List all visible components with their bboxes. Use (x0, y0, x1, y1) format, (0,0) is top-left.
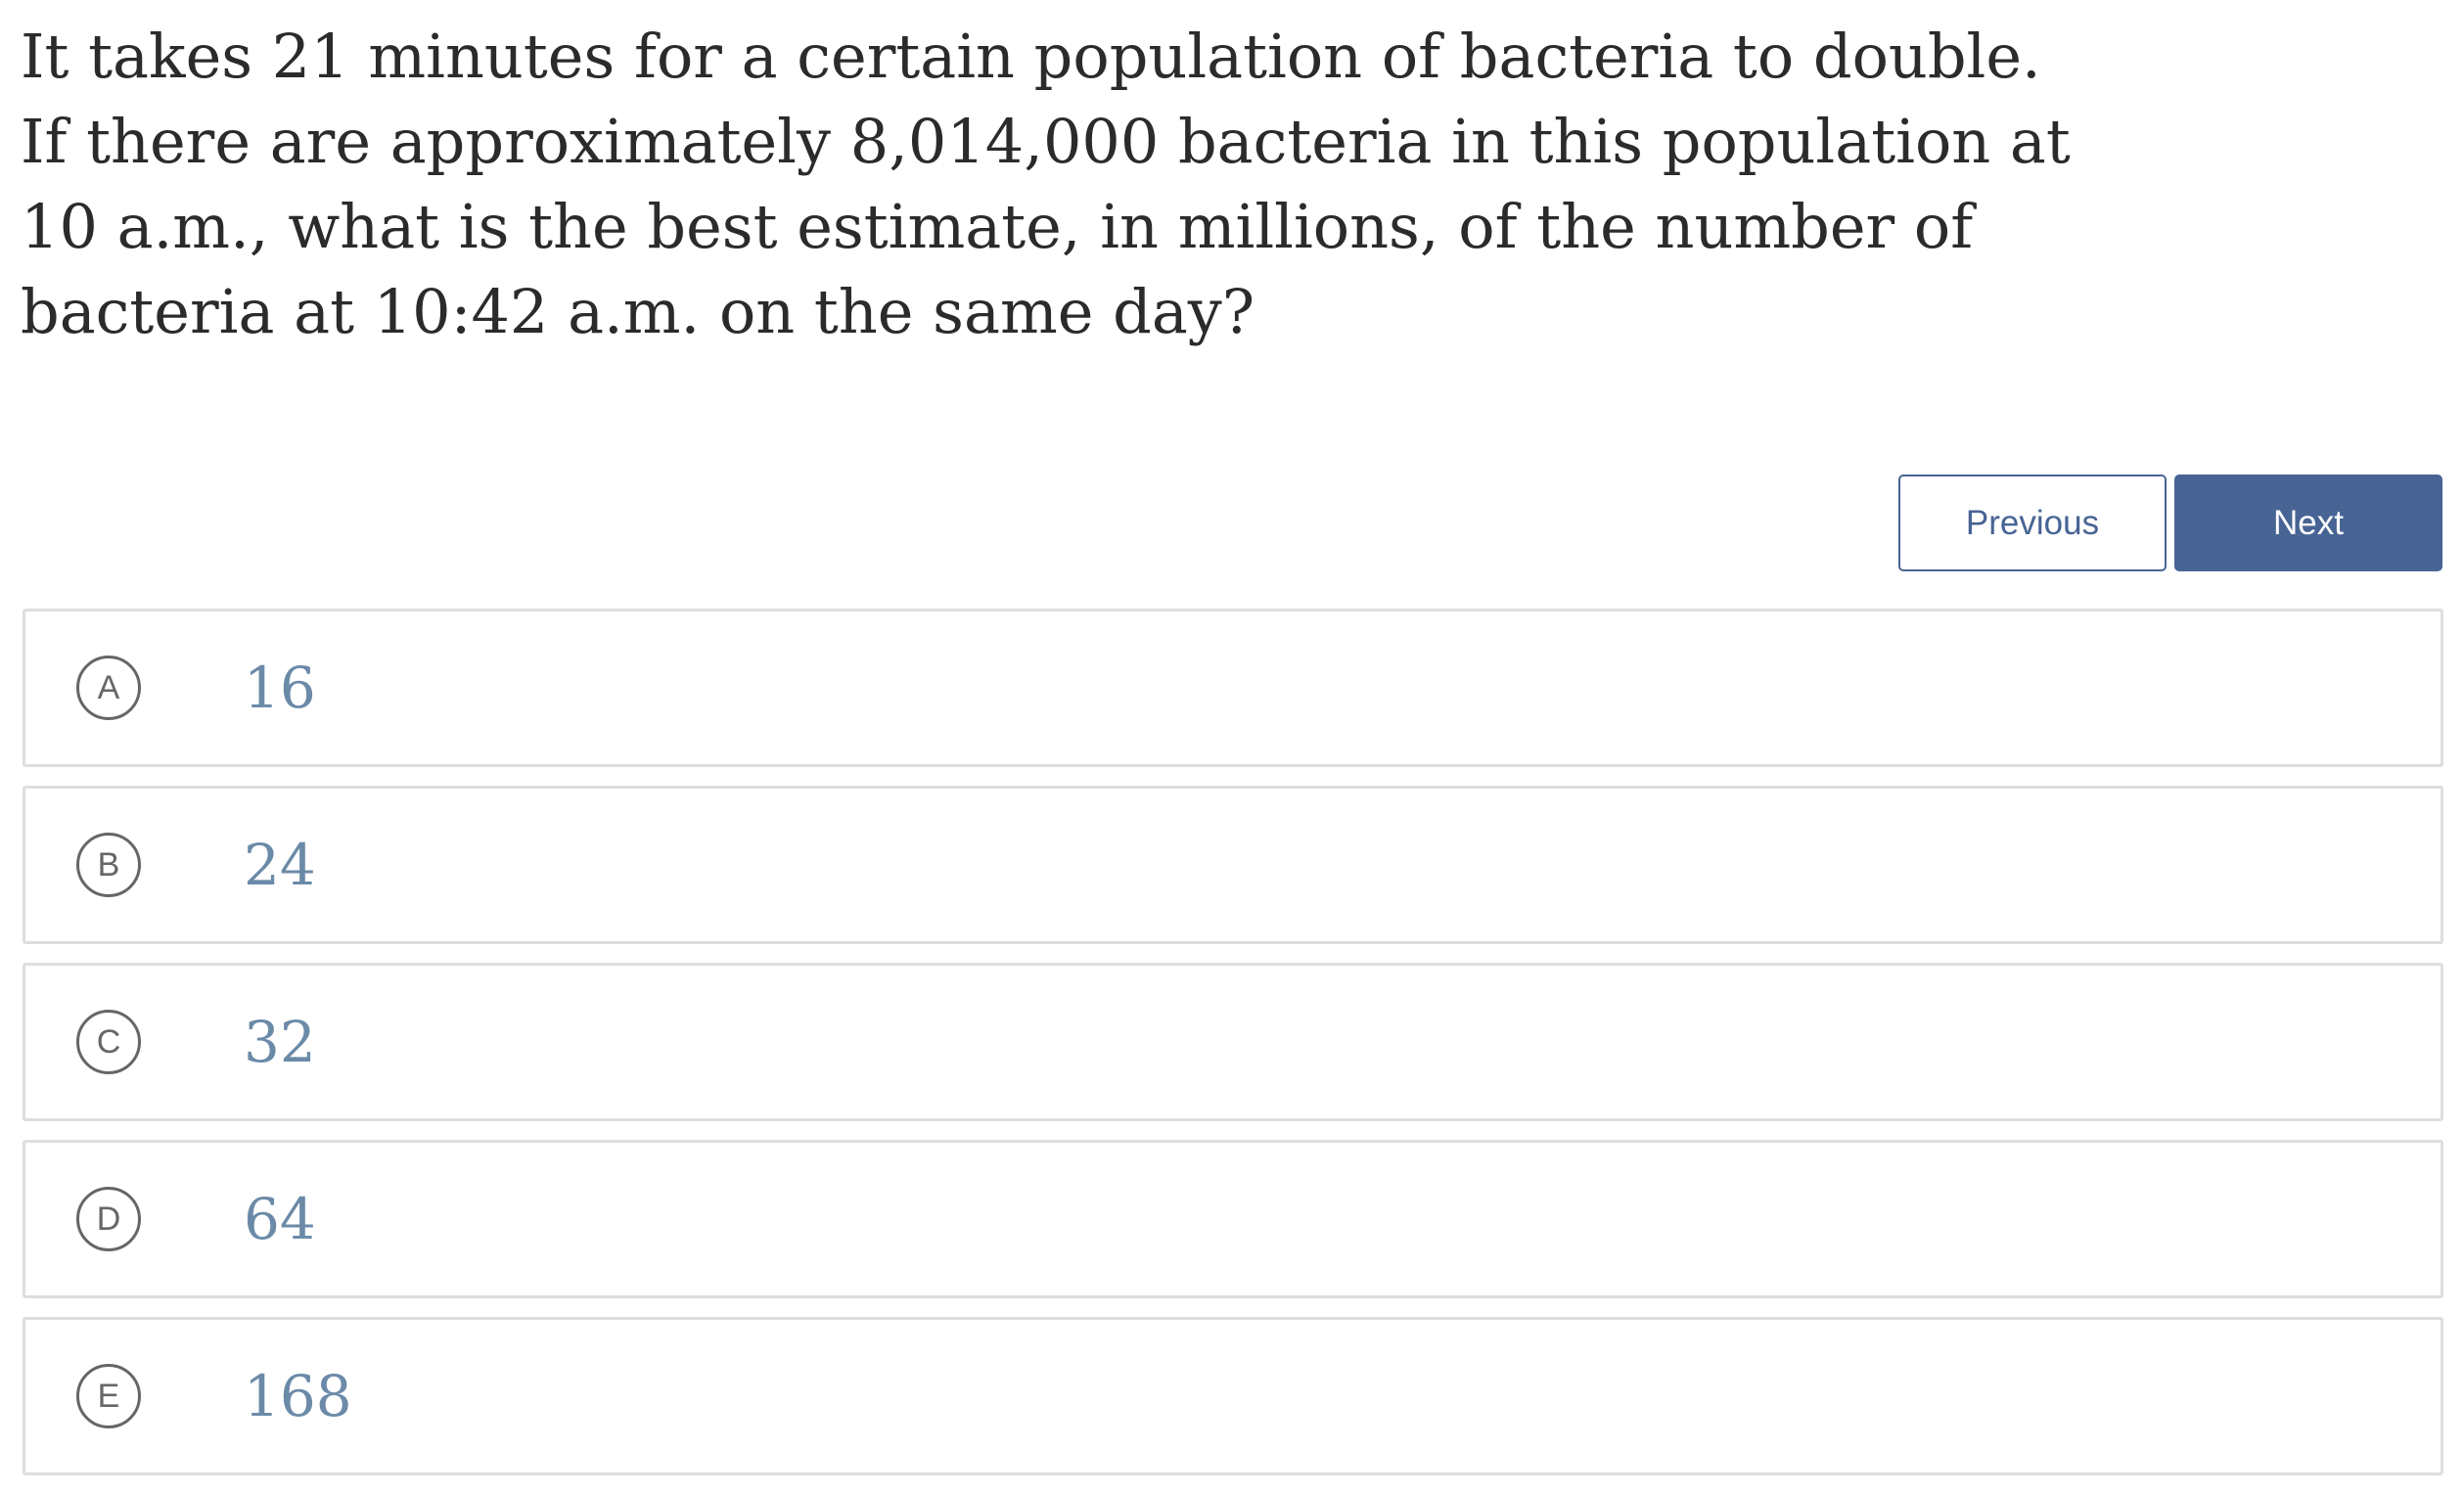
question-line: 10 a.m., what is the best estimate, in millions, of the number of (21, 191, 1974, 262)
next-button[interactable]: Next (2174, 475, 2442, 571)
choice-letter-d: D (76, 1187, 141, 1251)
answer-choice-b[interactable] (23, 786, 2443, 944)
answer-choice-e[interactable] (23, 1317, 2443, 1475)
answer-choice-c[interactable] (23, 963, 2443, 1121)
answer-choice-a[interactable] (23, 609, 2443, 767)
question-line: bacteria at 10:42 a.m. on the same day? (21, 276, 1255, 347)
choice-letter-b: B (76, 833, 141, 897)
question-line: If there are approximately 8,014,000 bacteria in this population at (21, 106, 2071, 177)
choice-letter-c: C (76, 1010, 141, 1074)
question-line: It takes 21 minutes for a certain population of bacteria to double. (21, 21, 2041, 92)
question-text (21, 14, 2154, 354)
choice-text-b: 24 (244, 832, 316, 898)
choice-letter-e: E (76, 1364, 141, 1428)
choice-text-a: 16 (244, 655, 316, 721)
question-navigation (1898, 475, 2442, 571)
choice-text-d: 64 (244, 1186, 316, 1252)
answer-choice-d[interactable] (23, 1140, 2443, 1298)
choice-letter-a: A (76, 656, 141, 720)
choice-text-e: 168 (244, 1363, 352, 1429)
previous-button[interactable]: Previous (1898, 475, 2167, 571)
choice-text-c: 32 (244, 1009, 316, 1075)
answer-choices (23, 609, 2443, 1494)
